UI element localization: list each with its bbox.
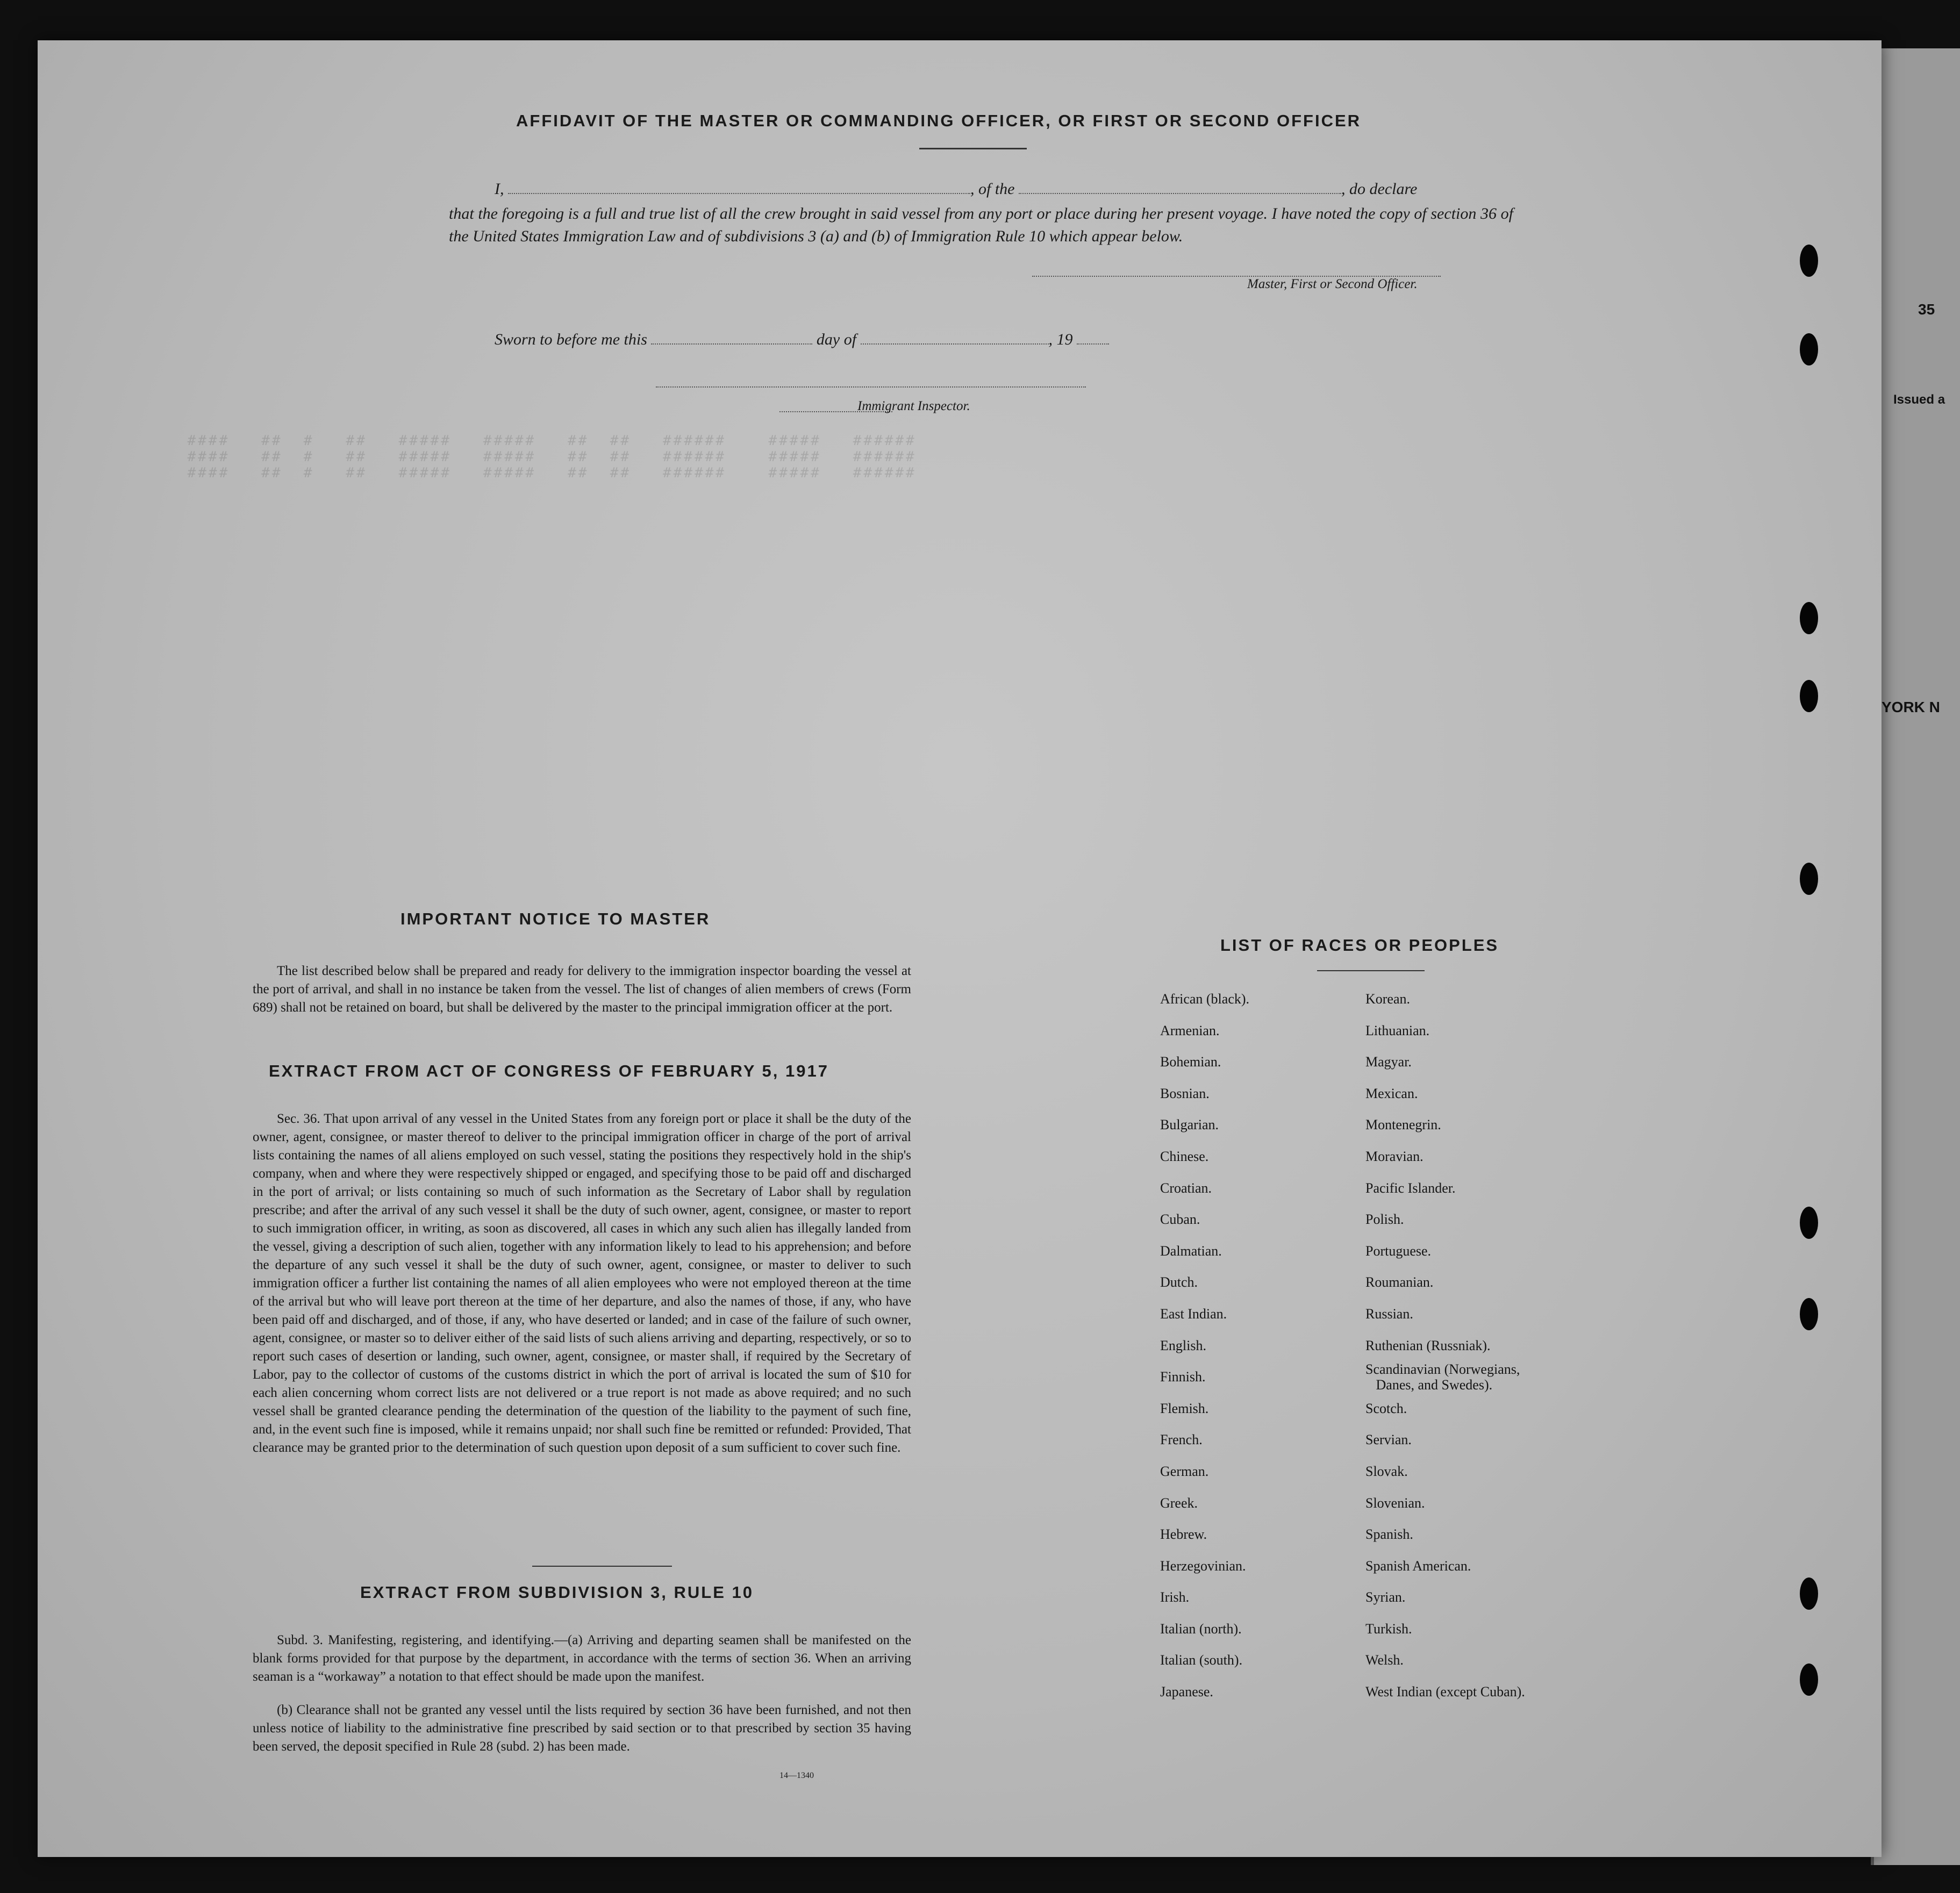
inspector-signature-blank <box>656 386 1086 388</box>
race-item: Scotch. <box>1365 1400 1407 1416</box>
race-item: Slovenian. <box>1365 1495 1425 1511</box>
extract-act-title: EXTRACT FROM ACT OF CONGRESS OF FEBRUARY 5, 1917 <box>269 1062 829 1080</box>
affidavit-of-the: , of the <box>970 180 1015 198</box>
issued-label: Issued a <box>1893 392 1945 407</box>
race-item: Scandinavian (Norwegians, Danes, and Swedes). <box>1365 1361 1520 1393</box>
extract-rule-title: EXTRACT FROM SUBDIVISION 3, RULE 10 <box>360 1583 754 1602</box>
race-item: Lithuanian. <box>1365 1022 1430 1038</box>
sworn-day-blank <box>651 343 812 345</box>
races-left-column <box>1160 984 1249 1708</box>
race-item: Ruthenian (Russniak). <box>1365 1337 1491 1353</box>
extract-rule-body-a: Subd. 3. Manifesting, registering, and identifying.—(a) Arriving and departing seamen shall be manifested on the blank forms provided for that purpose by the department, in accordance with the terms of section 36. When an arriving seaman is a “workaway” a notation to that effect should be made upon the manifest. <box>253 1633 911 1684</box>
race-item: Dutch. <box>1160 1274 1198 1290</box>
signature-label: Master, First or Second Officer. <box>1247 277 1418 291</box>
race-item: Italian (north). <box>1160 1620 1242 1637</box>
sworn-text: Sworn to before me this <box>495 331 647 348</box>
race-item: Portuguese. <box>1365 1243 1432 1259</box>
extract-rule-body-b: (b) Clearance shall not be granted any vessel until the lists required by section 36 have been furnished, and not then unless notice of liability to the administrative fine prescribed by said section or to that prescribed by section 35 having been served, the deposit specified in Rule 28 (subd. 2) has been made. <box>253 1703 911 1754</box>
binder-hole <box>1800 1298 1818 1330</box>
inspector-label: Immigrant Inspector. <box>857 399 970 413</box>
binder-hole <box>1800 680 1818 712</box>
race-item: Bulgarian. <box>1160 1117 1219 1133</box>
race-item: Servian. <box>1365 1432 1412 1448</box>
race-item: Herzegovinian. <box>1160 1558 1246 1574</box>
extract-act-body: Sec. 36. That upon arrival of any vessel in the United States from any foreign port or place it shall be the duty of the owner, agent, consignee, or master thereof to deliver to the principal immigration officer in charge of the port of arrival lists containing the names of all aliens employed on such vessel, stating the positions they respectively hold in the ship's company, when and where they were respectively shipped or engaged, and specifying those to be paid off and discharged in the port of arrival; or lists containing so much of such information as the Secretary of Labor shall by regulation prescribe; and after the arrival of any such vessel it shall be the duty of such owner, agent, consignee, or master to report to such immigration officer, in writing, as soon as discovered, all cases in which any such alien has illegally landed from the vessel, giving a description of such alien, together with any information likely to lead to his apprehension; and before the departure of any such vessel it shall be the duty of such owner, agent, consignee, or master to deliver to such immigration officer a further list containing the names of all alien employees who were not employed thereon at the time of the arrival but who will leave port thereon at the time of her departure, and also the names of those, if any, who have been paid off and discharged, and of those, if any, who have deserted or landed; and in case of the failure of such owner, agent, consignee, or master so to deliver either of the said lists of such aliens arriving and departing, respectively, or so to report such cases of desertion or landing, such owner, agent, consignee, or master shall, if required by the Secretary of Labor, pay to the collector of customs of the customs district in which the port of arrival is located the sum of $10 for each alien concerning whom correct lists are not delivered or a true report is not made as above required; and no such vessel shall be granted clearance pending the determination of the question of the liability to the payment of such fine, and, in the event such fine is imposed, while it remains unpaid; nor shall such fine be remitted or refunded: Provided, That clearance may be granted prior to the determination of such question upon deposit of a sum sufficient to cover such fine. <box>253 1112 911 1455</box>
race-item: Croatian. <box>1160 1180 1212 1196</box>
affidavit-title-rule <box>919 148 1027 149</box>
name-blank <box>508 193 970 194</box>
binder-hole <box>1800 863 1818 895</box>
binder-hole <box>1800 1663 1818 1696</box>
notice-body: The list described below shall be prepared and ready for delivery to the immigration inspector boarding the vessel at the port of arrival, and shall in no instance be taken from the vessel. The list of changes of alien members of crews (Form 689) shall not be retained on board, but shall be delivered by the master to the principal immigration officer at the port. <box>253 964 911 1015</box>
extract-act-rule <box>532 1566 672 1567</box>
race-item: Japanese. <box>1160 1684 1213 1700</box>
race-item: Finnish. <box>1160 1369 1206 1385</box>
race-item: Bosnian. <box>1160 1085 1210 1101</box>
race-item: East Indian. <box>1160 1306 1227 1322</box>
race-item: Syrian. <box>1365 1589 1406 1605</box>
race-item: Italian (south). <box>1160 1652 1243 1668</box>
race-item: Bohemian. <box>1160 1054 1221 1070</box>
binder-hole <box>1800 602 1818 634</box>
race-item: French. <box>1160 1432 1203 1448</box>
race-item: Korean. <box>1365 991 1411 1007</box>
affidavit-line1 <box>495 180 1516 198</box>
race-item: Irish. <box>1160 1589 1190 1605</box>
binder-hole <box>1800 333 1818 365</box>
sworn-line <box>495 331 1109 349</box>
adjacent-page-edge <box>1871 48 1960 1865</box>
race-item: Spanish American. <box>1365 1558 1471 1574</box>
race-item: English. <box>1160 1337 1206 1353</box>
race-item: African (black). <box>1160 991 1250 1007</box>
form-number: 14—1340 <box>779 1771 814 1780</box>
binder-hole <box>1800 1207 1818 1239</box>
race-item: Armenian. <box>1160 1022 1220 1038</box>
show-through-texture: #### ## # ## ##### ##### ## ## ###### ##### ###### #### ## # ## ##### ##### ## ## ###### ##### ###### #### ## # ## ##### ##### ## ## ###### ##### ###### <box>187 433 917 481</box>
affidavit-body: that the foregoing is a full and true list of all the crew brought in said vessel from any port or place during her present voyage. I have noted the copy of section 36 of the United States Immigration Law and of subdivisions 3 (a) and (b) of Immigration Rule 10 which appear below. <box>449 205 1513 245</box>
races-title: LIST OF RACES OR PEOPLES <box>1220 936 1499 955</box>
race-item: Chinese. <box>1160 1148 1209 1164</box>
race-item: Turkish. <box>1365 1620 1412 1637</box>
race-item: Mexican. <box>1365 1085 1418 1101</box>
race-item: German. <box>1160 1463 1209 1479</box>
sworn-day-of: day of <box>816 331 857 348</box>
sworn-year-blank <box>1077 343 1109 345</box>
race-item: Montenegrin. <box>1365 1117 1441 1133</box>
race-item: Roumanian. <box>1365 1274 1434 1290</box>
race-item: West Indian (except Cuban). <box>1365 1684 1525 1700</box>
race-item: Greek. <box>1160 1495 1198 1511</box>
race-item: Pacific Islander. <box>1365 1180 1456 1196</box>
binder-hole <box>1800 245 1818 277</box>
races-right-column <box>1365 984 1525 1708</box>
race-item: Moravian. <box>1365 1148 1423 1164</box>
affidavit-declare: , do declare <box>1341 180 1418 198</box>
race-item: Slovak. <box>1365 1463 1408 1479</box>
race-item: Cuban. <box>1160 1211 1200 1228</box>
race-item: Russian. <box>1365 1306 1413 1322</box>
race-item: Polish. <box>1365 1211 1404 1228</box>
vessel-blank <box>1019 193 1341 194</box>
race-item: Magyar. <box>1365 1054 1412 1070</box>
race-item: Flemish. <box>1160 1400 1209 1416</box>
binder-hole <box>1800 1578 1818 1610</box>
races-title-rule <box>1317 970 1425 971</box>
race-item: Hebrew. <box>1160 1526 1207 1543</box>
york-label: YORK N <box>1882 699 1940 715</box>
notice-title: IMPORTANT NOTICE TO MASTER <box>400 909 711 928</box>
affidavit-i: I, <box>495 180 504 198</box>
race-item: Dalmatian. <box>1160 1243 1222 1259</box>
sworn-year: , 19 <box>1048 331 1073 348</box>
race-item: Welsh. <box>1365 1652 1404 1668</box>
affidavit-title: AFFIDAVIT OF THE MASTER OR COMMANDING OFFICER, OR FIRST OR SECOND OFFICER <box>516 111 1362 130</box>
race-item: Spanish. <box>1365 1526 1413 1543</box>
document-page <box>38 40 1882 1857</box>
page-number: 35 <box>1918 301 1935 318</box>
sworn-month-blank <box>861 343 1049 345</box>
